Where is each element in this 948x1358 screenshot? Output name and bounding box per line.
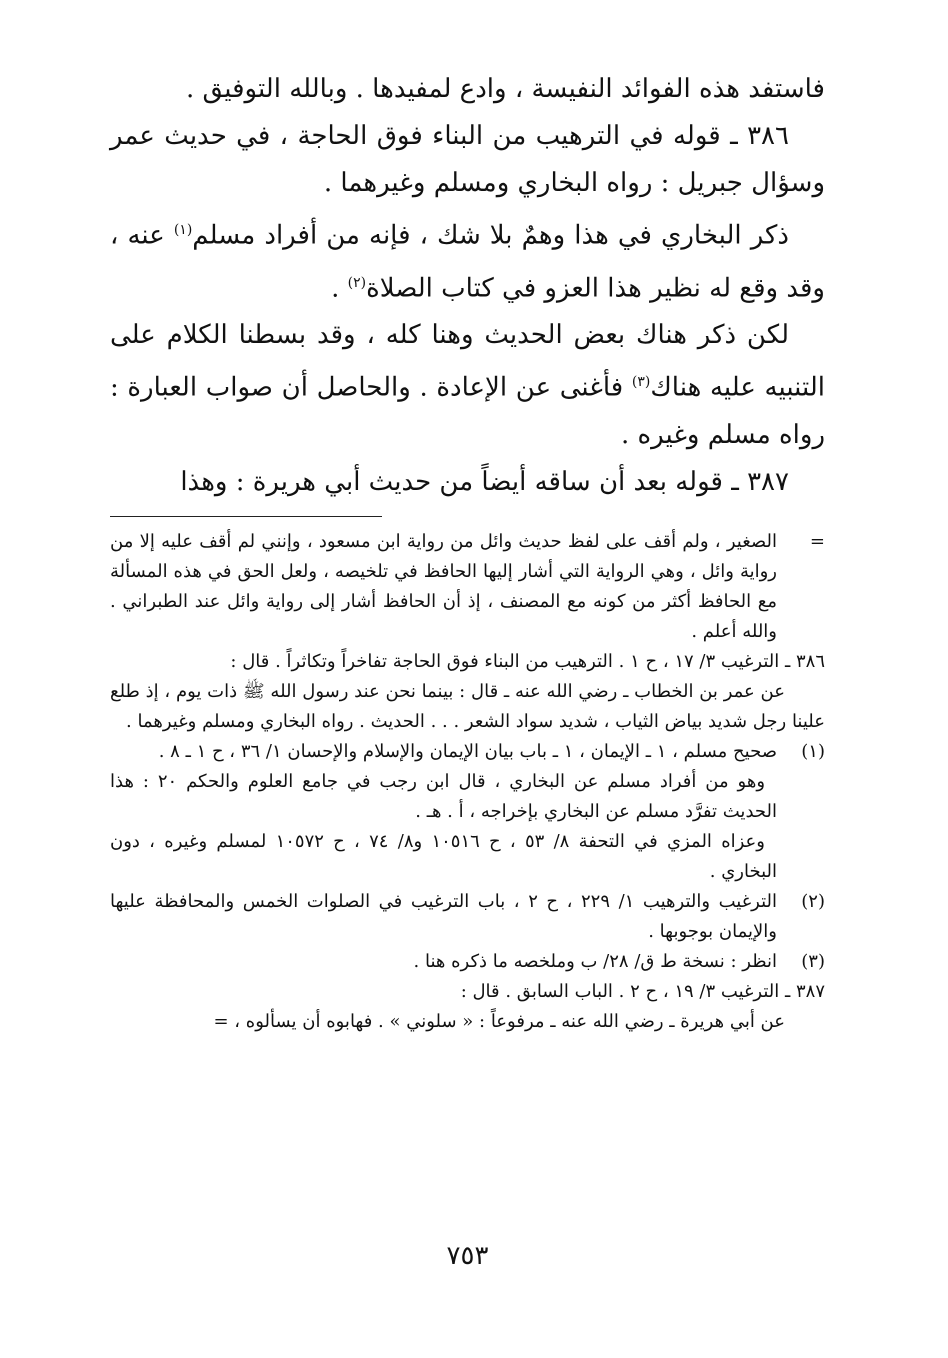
page-number: ٧٥٣ (446, 1241, 489, 1271)
bukhari-text-c: . (331, 273, 348, 304)
footnote-1-para-3 (110, 827, 825, 887)
continued-note (110, 527, 825, 647)
footnote-2-text: الترغيب والترهيب ١/ ٢٢٩ ، ح ٢ ، باب الترغيب في الصلوات الخمس والمحافظة عليها والإيمان بوجوبها . (110, 890, 777, 942)
footnote-3 (110, 947, 825, 977)
footnote-1 (110, 737, 825, 767)
note-386-text: عن عمر بن الخطاب ـ رضي الله عنه ـ قال : بينما نحن عند رسول الله ﷺ ذات يوم ، إذ طلع علينا رجل شديد بياض الثياب ، شديد سواد الشعر . . . الحديث . رواه البخاري ومسلم وغيرهما . (110, 680, 825, 732)
entry-386: ٣٨٦ ـ قوله في الترهيب من البناء فوق الحاجة ، في حديث عمر وسؤال جبريل : رواه البخاري ومسلم وغيرهما . (110, 121, 825, 198)
lakin-text-b: فأغنى عن الإعادة . والحاصل أن صواب العبارة : رواه مسلم وغيره . (110, 372, 825, 450)
continued-note-text: الصغير ، ولم أقف على لفظ حديث وائل من رواية ابن مسعود ، وإنني لم أقف عليه إلا من رواية وائل ، وهي الرواية التي أشار إليها الحافظ في تلخيصه ، ولعل الحق في هذه المسألة مع الحافظ أكثر من كونه مع المصنف ، إذ أن الحافظ أشار إلى رواية وائل عند الطبراني . والله أعلم . (110, 530, 777, 642)
footnote-1-para-3-text: وعزاه المزي في التحفة ٨/ ٥٣ ، ح ١٠٥١٦ و٨/ ٧٤ ، ح ١٠٥٧٢ لمسلم وغيره ، دون البخاري . (110, 830, 777, 882)
footnote-1-para-2-text: وهو من أفراد مسلم عن البخاري ، قال ابن رجب في جامع العلوم والحكم ٢٠ : هذا الحديث تفرَّد مسلم عن البخاري بإخراجه ، أ . هـ . (110, 770, 777, 822)
note-387-head: ٣٨٧ ـ الترغيب ٣/ ١٩ ، ح ٢ . الباب السابق . قال : (460, 980, 825, 1002)
footnote-ref-3: (٣) (631, 374, 651, 391)
footnote-1-para-2 (110, 767, 825, 827)
bukhari-text-a: ذكر البخاري في هذا وهمٌ بلا شك ، فإنه من أفراد مسلم (192, 220, 789, 251)
main-text (110, 66, 825, 506)
footnote-3-text: انظر : نسخة ط ق/ ٢٨/ ب وملخصه ما ذكره هنا . (413, 950, 777, 972)
footnote-1-text: صحيح مسلم ، ١ ـ الإيمان ، ١ ـ باب بيان الإيمان والإسلام والإحسان ١/ ٣٦ ، ح ١ ـ ٨ . (158, 740, 777, 762)
note-386-head: ٣٨٦ ـ الترغيب ٣/ ١٧ ، ح ١ . الترهيب من البناء فوق الحاجة تفاخراً وتكاثراً . قال : (230, 650, 825, 672)
footnotes (110, 527, 825, 1037)
footnote-3-key: (٣) (801, 950, 825, 972)
footnote-2-key: (٢) (801, 890, 825, 912)
lakin-text-a: لكن ذكر هناك بعض الحديث وهنا كله ، وقد بسطنا الكلام على التنبيه عليه هناك (110, 320, 826, 403)
intro-line: فاستفد هذه الفوائد النفيسة ، وادع لمفيدها . وبالله التوفيق . (186, 74, 825, 104)
footnote-2 (110, 887, 825, 947)
footnote-ref-2: (٢) (347, 274, 367, 291)
entry-387: ٣٨٧ ـ قوله بعد أن ساقه أيضاً من حديث أبي هريرة : وهذا (180, 466, 789, 497)
continuation-mark: = (809, 530, 825, 552)
bukhari-text-b: عنه ، وقد وقع له نظير هذا العزو في كتاب الصلاة (110, 220, 825, 304)
footnote-1-key: (١) (801, 740, 825, 762)
lakin-paragraph (110, 312, 825, 459)
bukhari-paragraph (110, 207, 825, 312)
footnote-ref-1: (١) (173, 222, 193, 238)
book-page (110, 66, 825, 1316)
note-387-text: عن أبي هريرة ـ رضي الله عنه ـ مرفوعاً : « سلوني » . فهابوه أن يسألوه ، = (213, 1010, 785, 1032)
footnote-separator (110, 516, 382, 517)
